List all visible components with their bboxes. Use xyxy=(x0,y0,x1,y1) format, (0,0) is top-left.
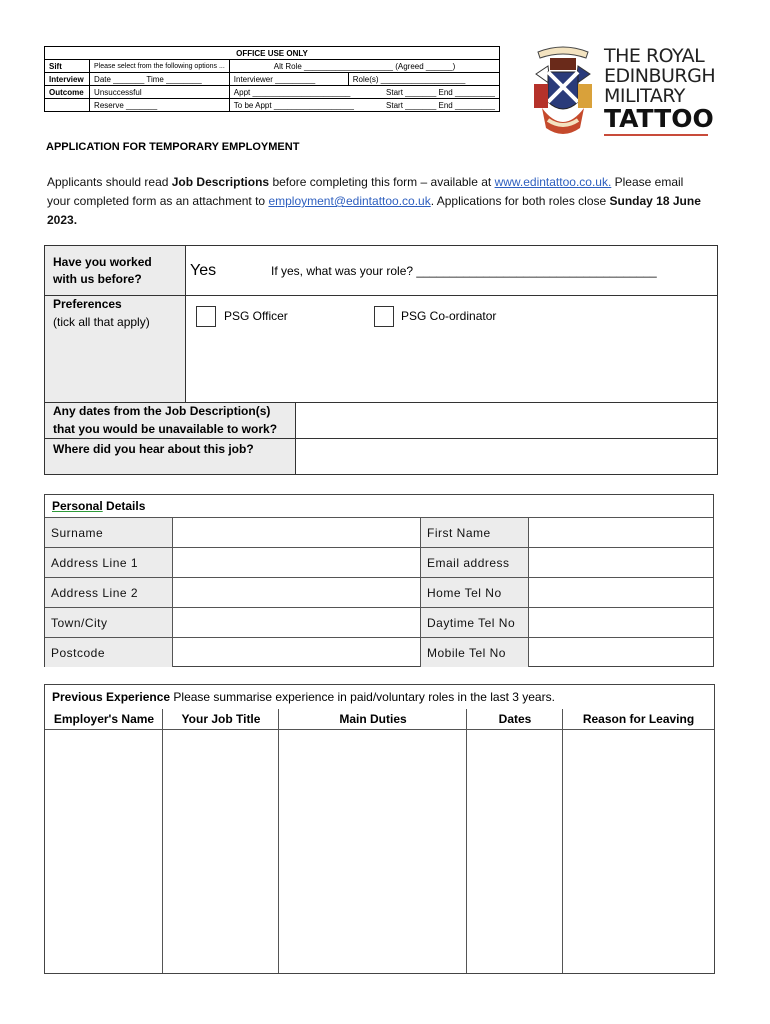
first-name-input[interactable] xyxy=(529,517,713,547)
mobile-tel-input[interactable] xyxy=(529,637,713,667)
role-prompt[interactable]: If yes, what was your role? ____________________________________ xyxy=(271,264,657,278)
office-use-table xyxy=(44,46,500,112)
office-cell xyxy=(229,86,499,99)
logo-line: THE ROYAL xyxy=(604,45,705,67)
column-header: Reason for Leaving xyxy=(582,712,695,726)
postcode-input[interactable] xyxy=(173,637,421,667)
office-cell: Date _______ Time ________ xyxy=(90,73,230,86)
logo-line: EDINBURGH xyxy=(604,65,716,87)
employer-column[interactable] xyxy=(45,709,163,973)
column-header: Your Job Title xyxy=(181,712,261,726)
office-cell: Please select from the following options ... xyxy=(90,60,230,73)
email-link[interactable]: employment@edintattoo.co.uk xyxy=(268,194,431,208)
intro-text: Please email your completed form as an attachment to xyxy=(47,175,684,208)
job-title-column[interactable] xyxy=(163,709,279,973)
psg-officer-checkbox[interactable] xyxy=(196,306,216,327)
personal-title xyxy=(52,499,145,513)
personal-details-table xyxy=(44,494,714,667)
experience-title-rest: Please summarise experience in paid/voluntary roles in the last 3 years. xyxy=(170,690,555,704)
surname-label: Surname xyxy=(45,517,173,547)
office-row-label xyxy=(45,99,90,112)
address2-input[interactable] xyxy=(173,577,421,607)
logo xyxy=(528,44,716,140)
preferences-label: Preferences xyxy=(53,297,122,311)
town-input[interactable] xyxy=(173,607,421,637)
logo-line: MILITARY xyxy=(604,85,685,107)
personal-row xyxy=(45,577,713,607)
town-label: Town/City xyxy=(45,607,173,637)
address2-label: Address Line 2 xyxy=(45,577,173,607)
home-tel-input[interactable] xyxy=(529,577,713,607)
office-cell: Reserve _______ xyxy=(90,99,230,112)
intro-text: Applicants should read xyxy=(47,175,172,189)
website-link[interactable]: www.edintattoo.co.uk. xyxy=(494,175,612,189)
daytime-tel-label: Daytime Tel No xyxy=(421,607,529,637)
worked-answer[interactable]: Yes xyxy=(190,262,217,279)
column-header: Main Duties xyxy=(339,712,407,726)
intro-text: before completing this form – available at xyxy=(269,175,495,189)
worked-label: Have you worked xyxy=(53,255,152,269)
psg-coordinator-checkbox[interactable] xyxy=(374,306,394,327)
mobile-tel-label: Mobile Tel No xyxy=(421,637,529,667)
email-label: Email address xyxy=(421,547,529,577)
intro-bold: Job Descriptions xyxy=(171,175,270,189)
first-name-label: First Name xyxy=(421,517,529,547)
office-subcell: To be Appt __________________ xyxy=(233,100,354,110)
intro-text: . Applications for both roles close xyxy=(430,194,610,208)
office-subcell: Appt ______________________ xyxy=(233,87,351,97)
postcode-label: Postcode xyxy=(45,637,173,667)
personal-row xyxy=(45,637,713,667)
office-cell: Alt Role ____________________ (Agreed ______) xyxy=(229,60,499,73)
office-cell: Unsuccessful xyxy=(90,86,230,99)
office-cell: Role(s) ___________________ xyxy=(348,73,499,86)
experience-title-bold: Previous Experience xyxy=(52,690,171,704)
office-cell: Interviewer _________ xyxy=(229,73,348,86)
personal-row xyxy=(45,517,713,547)
intro-paragraph xyxy=(47,173,707,230)
surname-input[interactable] xyxy=(173,517,421,547)
dates-label: Any dates from the Job Description(s) xyxy=(53,404,271,418)
office-row-label: Sift xyxy=(45,60,90,73)
address1-input[interactable] xyxy=(173,547,421,577)
office-row-label: Interview xyxy=(45,73,90,86)
personal-row xyxy=(45,547,713,577)
address1-label: Address Line 1 xyxy=(45,547,173,577)
experience-table xyxy=(44,684,715,974)
column-header: Dates xyxy=(498,712,532,726)
worked-label: with us before? xyxy=(53,272,142,286)
dates-column[interactable] xyxy=(467,709,563,973)
email-input[interactable] xyxy=(529,547,713,577)
daytime-tel-input[interactable] xyxy=(529,607,713,637)
psg-officer-label: PSG Officer xyxy=(224,309,288,323)
crest-icon xyxy=(528,44,598,136)
personal-title-rest: Details xyxy=(102,499,146,513)
psg-coordinator-label: PSG Co-ordinator xyxy=(401,309,497,323)
hear-input[interactable] xyxy=(295,438,718,475)
personal-title-underlined: Personal xyxy=(52,499,103,513)
office-cell xyxy=(229,99,499,112)
office-use-title: OFFICE USE ONLY xyxy=(45,47,500,60)
logo-tattoo: TATTOO xyxy=(604,104,714,133)
experience-title xyxy=(52,690,555,704)
office-subcell: Start _______ End _________ xyxy=(386,100,495,110)
dates-label: that you would be unavailable to work? xyxy=(53,422,278,436)
dates-input[interactable] xyxy=(295,402,718,439)
hear-label: Where did you hear about this job? xyxy=(53,442,254,456)
personal-row xyxy=(45,607,713,637)
office-row-label: Outcome xyxy=(45,86,90,99)
home-tel-label: Home Tel No xyxy=(421,577,529,607)
office-subcell: Start _______ End _________ xyxy=(386,87,495,97)
page-title: APPLICATION FOR TEMPORARY EMPLOYMENT xyxy=(46,141,300,153)
logo-rule xyxy=(604,134,708,136)
closing-date: Sunday 18 June 2023. xyxy=(47,194,701,227)
column-header: Employer's Name xyxy=(53,712,155,726)
duties-column[interactable] xyxy=(279,709,467,973)
preferences-sublabel: (tick all that apply) xyxy=(53,315,150,329)
